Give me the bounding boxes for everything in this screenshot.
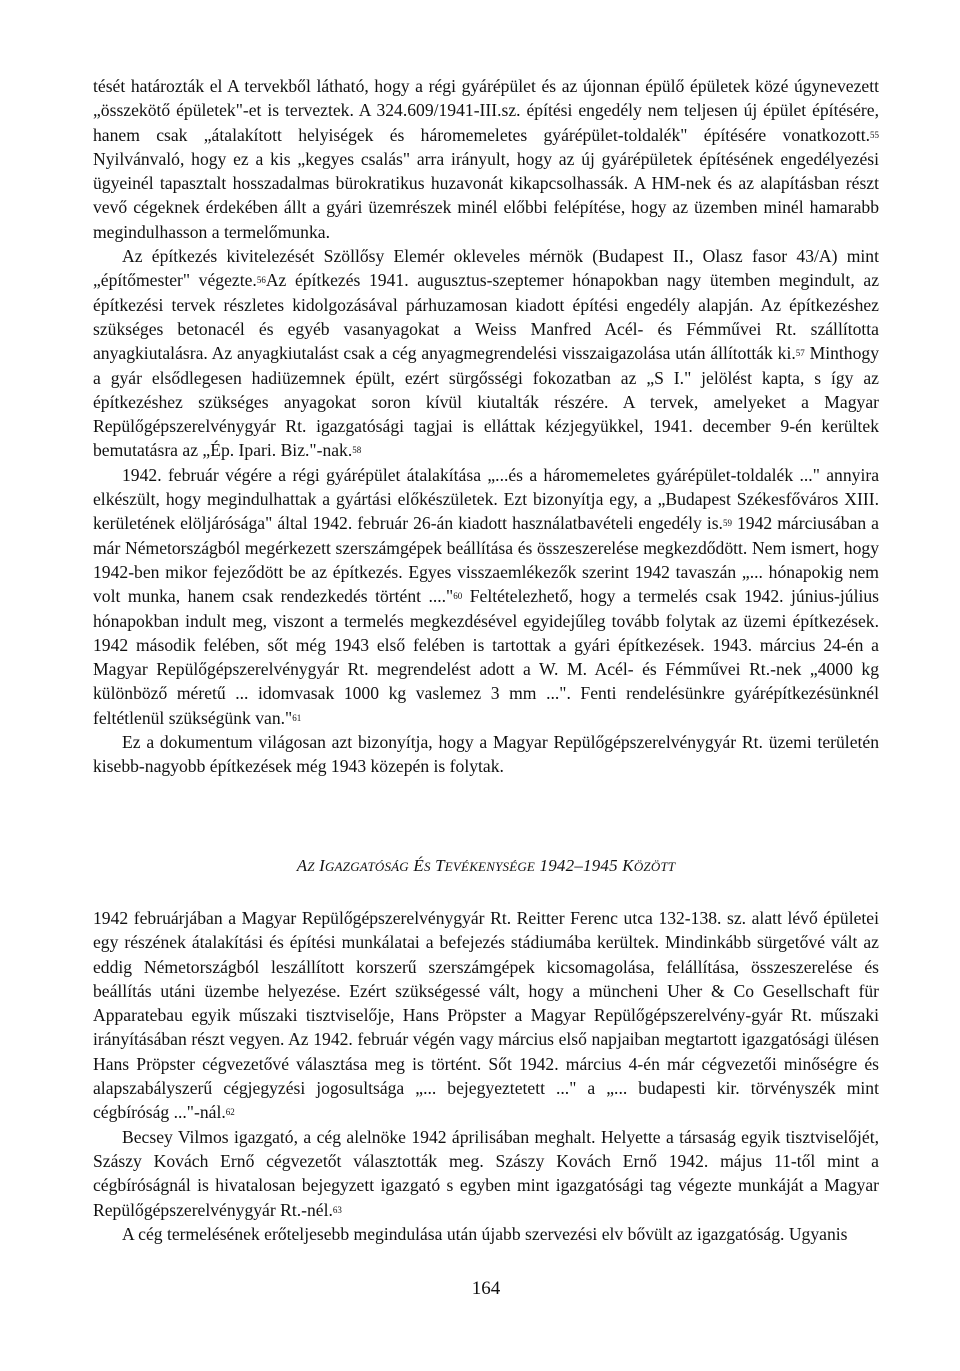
paragraph-text: Nyilvánvaló, hogy ez a kis „kegyes csalás" arra irányult, hogy az új gyárépületek építésének engedélyezési ügyeinél tapasztalt hosszadalmas bürokratikus huzavonát kikapcsolhassák. A HM-nek és az alapításban részt vevő cégeknek érdekében állt a gyári üzemrészek minél előbbi felépítése, hogy az üzemben minél hamarabb megindulhasson a termelőmunka. <box>93 148 879 242</box>
paragraph <box>93 74 879 244</box>
paragraph-text: Ez a dokumentum világosan azt bizonyítja, hogy a Magyar Repülőgépszerelvénygyár Rt. üzemi területén kisebb-nagyobb építkezések még 1943 közepén is folytak. <box>93 732 879 777</box>
footnote-ref: 59 <box>722 518 732 529</box>
paragraph-text: 1942 márciusában a már Németországból megérkezett szerszámgépek beállítása és összeszerelése megkezdődött. Nem ismert, hogy 1942-ben mikor fejeződött be az építkezés. Egyes visszaemlékezők szerint 1942 tavaszán „... hónapokig nem volt munka, hanem csak rendezkedés történt ...." <box>93 513 879 607</box>
footnote-ref: 56 <box>256 275 266 286</box>
paragraph <box>93 906 879 1125</box>
paragraph <box>93 730 879 779</box>
paragraph-text: 1942 februárjában a Magyar Repülőgépszerelvénygyár Rt. Reitter Ferenc utca 132-138. sz. alatt lévő épületei egy részének átalakítási és építési munkálatai a befejezés stádiumába kerültek. Mindinkább sürgetővé vált az eddig Németországból leszállított korszerű szerszámgépek kicsomagolása, felállítása, összeszerelése és beállítás utáni üzembe helyezése. Ezért szükségessé vált, hogy a müncheni Uher & Co Gesellschaft für Apparatebau egyik műszaki tisztviselője, Hans Pröpster a Magyar Repülőgépszerelvény-gyár Rt. műszaki irányításában részt vegyen. Az 1942. február végén vagy március első napjaiban megtartott igazgatósági ülésen Hans Pröpster cégvezetővé választása meg is történt. Sőt 1942. március 4-én már cégvezetői minőségre és alapszabályszerű cégjegyzési jogosultsága „... bejegyeztetett ..." a „... budapesti kir. törvényszék mint cégbíróság ..."-nál. <box>93 908 879 1123</box>
footnote-ref: 60 <box>453 591 463 602</box>
paragraph-text: A cég termelésének erőteljesebb megindulása után újabb szervezési elv bővült az igazgatóság. Ugyanis <box>122 1223 848 1244</box>
paragraph <box>93 1222 879 1246</box>
body-text-bottom <box>93 906 879 1246</box>
paragraph-text: 1942. február végére a régi gyárépület átalakítása „...és a háromemeletes gyárépület-toldalék ..." annyira elkészült, hogy megindulhattak a gyártási előkészületek. Ezt bizonyítja egy, a „Budapest Székesfőváros XIII. kerületének elöljárósága" által 1942. február 26-án kiadott használatbavételi engedély is. <box>93 464 879 534</box>
footnote-ref: 55 <box>870 129 879 140</box>
paragraph-text: Minthogy a gyár elsődlegesen hadiüzemnek épült, ezért sürgősségi fokozatban az „S I." jelölést kapta, s így az építkezéshez szükséges anyagokat soron kívül kiutalták részére. A tervek, amelyeket a Magyar Repülőgépszerelvénygyár Rt. igazgatósági tagjai is elláttak kézjegyükkel, 1941. december 9-én kerültek bemutatásra az „Ép. Ipari. Biz."-nak. <box>93 343 879 461</box>
body-text-top <box>93 74 879 779</box>
paragraph-text: Az építkezés 1941. augusztus-szeptemer hónapokban nagy ütemben megindult, az építkezési tervek részletes kidolgozásával párhuzamosan kiadott építési engedély alapján. Az építkezéshez szükséges betonacél és egyéb vasanyagokat a Weiss Manfred Acél- és Fémművei Rt. szállította anyagkiutalásra. Az anyagkiutalást csak a cég anyagmegrendelési visszaigazolása után állították ki. <box>93 270 879 364</box>
paragraph <box>93 244 879 463</box>
footnote-ref: 63 <box>332 1204 342 1215</box>
paragraph-text: Feltételezhető, hogy a termelés csak 1942. június-július hónapokban indult meg, viszont a termelés megkezdésével egyidejűleg tovább folytak az üzemi építkezések. 1942 második felében, sőt még 1943 első felében is tartottak a gyári építkezések. 1943. március 24-én a Magyar Repülőgépszerelvénygyár Rt. megrendelést adott a W. M. Acél- és Fémművei Rt.-nek „4000 kg különböző méretű ... idomvasak 1000 kg vaslemez 3 mm ...". Fenti rendelésünkre gyárépítkezésünknél feltétlenül szükségünk van." <box>93 586 879 728</box>
document-page <box>93 0 879 1371</box>
section-heading: AZ IGAZGATÓSÁG ÉS TEVÉKENYSÉGE 1942–1945 KÖZÖTT <box>296 856 676 875</box>
footnote-ref: 61 <box>292 712 302 723</box>
page-number: 164 <box>471 1278 501 1299</box>
footnote-ref: 57 <box>795 348 805 359</box>
paragraph <box>93 463 879 730</box>
paragraph-text: tését határozták el A tervekből látható, hogy a régi gyárépület és az újonnan épülő épületek közé úgynevezett „összekötő épületek"-et is terveztek. A 324.609/1941-III.sz. építési engedély nem teljesen új épület építésére, hanem csak „átalakított helyiségek és háromemeletes gyárépület-toldalék" építésére vonatkozott. <box>93 76 879 145</box>
footnote-ref: 62 <box>225 1107 235 1118</box>
paragraph <box>93 1125 879 1222</box>
footnote-ref: 58 <box>352 445 362 456</box>
paragraph-text: Becsey Vilmos igazgató, a cég alelnöke 1942 áprilisában meghalt. Helyette a társaság egyik tisztviselőjét, Szászy Kovách Ernő cégvezetőt választották meg. Szászy Kovách Ernő 1942. május 11-től mint a cégbíróságnál is hivatalosan bejegyzett igazgató s egyben mint igazgatósági tag végezte munkáját a Magyar Repülőgépszerelvénygyár Rt.-nél. <box>93 1126 879 1220</box>
paragraph-text: Az építkezés kivitelezését Szöllősy Elemér okleveles mérnök (Budapest II., Olasz fasor 43/A) mint „építőmester" végezte. <box>93 246 879 291</box>
